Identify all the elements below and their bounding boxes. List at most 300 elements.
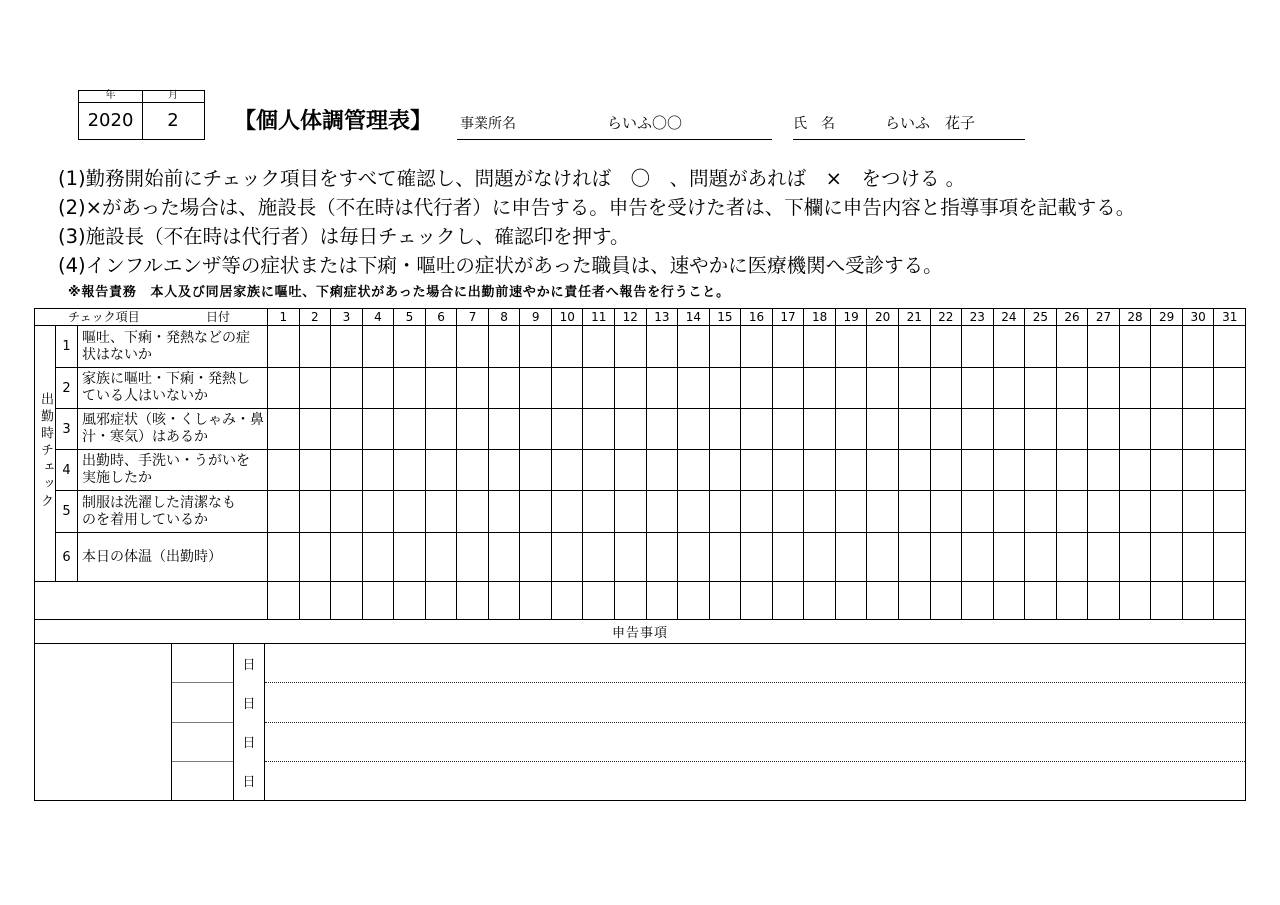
day-cell <box>520 533 552 582</box>
day-cell <box>835 533 867 582</box>
day-cell <box>1151 533 1183 582</box>
day-cell <box>993 326 1025 368</box>
day-cell <box>583 491 615 533</box>
day-cell <box>520 326 552 368</box>
day-cell <box>583 582 615 620</box>
day-header-cell: 25 <box>1025 309 1057 326</box>
day-cell <box>425 326 457 368</box>
day-cell <box>425 582 457 620</box>
day-cell <box>488 326 520 368</box>
day-cell <box>993 491 1025 533</box>
check-item-text-line: 本日の体温（出勤時） <box>82 548 222 565</box>
day-header-cell: 23 <box>962 309 994 326</box>
day-cell <box>425 491 457 533</box>
day-cell <box>331 450 363 491</box>
day-cell <box>615 368 647 409</box>
name-label: 氏 名 <box>793 116 835 132</box>
day-cell <box>551 368 583 409</box>
day-cell <box>678 491 710 533</box>
report-obligation-note: ※報告責務 本人及び同居家族に嘔吐、下痢症状があった場合に出勤前速やかに責任者へ報告を行うこと。 <box>68 285 730 300</box>
office-label: 事業所名 <box>460 116 516 132</box>
check-item-text <box>78 533 268 582</box>
day-cell <box>583 533 615 582</box>
day-cell <box>615 409 647 450</box>
day-cell <box>1088 582 1120 620</box>
day-cell <box>331 409 363 450</box>
day-cell <box>488 491 520 533</box>
day-header-cell: 28 <box>1119 309 1151 326</box>
day-header-cell: 17 <box>772 309 804 326</box>
day-cell <box>646 491 678 533</box>
report-entry-line <box>265 723 1245 762</box>
day-cell <box>331 491 363 533</box>
report-sub-cell <box>172 644 233 683</box>
check-item-number: 2 <box>56 368 78 409</box>
day-cell <box>394 450 426 491</box>
day-cell <box>1214 450 1246 491</box>
day-cell <box>1056 450 1088 491</box>
day-cell <box>835 450 867 491</box>
report-title: 申告事項 <box>35 620 1246 644</box>
date-header: 日付 <box>206 309 231 324</box>
day-cell <box>394 368 426 409</box>
day-cell <box>709 533 741 582</box>
day-cell <box>551 450 583 491</box>
day-cell <box>1182 582 1214 620</box>
day-cell <box>394 409 426 450</box>
day-header-cell: 5 <box>394 309 426 326</box>
day-cell <box>898 533 930 582</box>
instruction-line: (2)×があった場合は、施設長（不在時は代行者）に申告する。申告を受けた者は、下欄に申告内容と指導事項を記載する。 <box>58 196 1136 219</box>
day-cell <box>362 326 394 368</box>
report-reporter-cell <box>35 644 172 800</box>
day-cell <box>551 409 583 450</box>
day-cell <box>835 368 867 409</box>
day-cell <box>1025 582 1057 620</box>
day-header-cell: 2 <box>299 309 331 326</box>
day-cell <box>1182 450 1214 491</box>
year-month-box <box>78 90 205 140</box>
day-cell <box>804 582 836 620</box>
day-cell <box>1119 491 1151 533</box>
day-cell <box>1025 368 1057 409</box>
day-cell <box>457 326 489 368</box>
day-cell <box>268 450 300 491</box>
day-cell <box>331 582 363 620</box>
day-cell <box>1025 450 1057 491</box>
day-cell <box>898 450 930 491</box>
check-item-text-line: 制服は洗濯した清潔なも <box>82 494 236 511</box>
day-cell <box>993 582 1025 620</box>
day-cell <box>425 450 457 491</box>
day-cell <box>268 491 300 533</box>
day-cell <box>898 582 930 620</box>
day-cell <box>867 491 899 533</box>
table-header-left-cell <box>35 309 268 326</box>
day-cell <box>993 368 1025 409</box>
day-cell <box>457 491 489 533</box>
day-cell <box>1088 326 1120 368</box>
check-item-row <box>35 409 1246 450</box>
table-header-row <box>35 309 1246 326</box>
day-cell <box>520 368 552 409</box>
day-header-cell: 21 <box>898 309 930 326</box>
day-cell <box>646 368 678 409</box>
day-cell <box>867 326 899 368</box>
day-cell <box>331 326 363 368</box>
day-cell <box>457 409 489 450</box>
day-cell <box>741 368 773 409</box>
day-cell <box>1056 326 1088 368</box>
day-cell <box>615 582 647 620</box>
day-cell <box>1119 409 1151 450</box>
day-cell <box>457 582 489 620</box>
day-cell <box>1119 450 1151 491</box>
day-cell <box>1151 491 1183 533</box>
day-cell <box>741 326 773 368</box>
day-cell <box>930 326 962 368</box>
day-cell <box>1151 582 1183 620</box>
day-cell <box>488 450 520 491</box>
day-cell <box>898 409 930 450</box>
check-item-text-line: 実施したか <box>82 470 152 486</box>
day-cell <box>835 326 867 368</box>
day-cell <box>551 326 583 368</box>
day-cell <box>962 582 994 620</box>
day-cell <box>772 582 804 620</box>
check-item-text <box>78 368 268 409</box>
day-cell <box>772 533 804 582</box>
check-item-row <box>35 450 1246 491</box>
day-cell <box>993 533 1025 582</box>
day-cell <box>583 450 615 491</box>
check-item-text <box>78 326 268 368</box>
day-cell <box>1088 450 1120 491</box>
day-cell <box>1214 533 1246 582</box>
day-cell <box>962 368 994 409</box>
day-cell <box>299 491 331 533</box>
report-body-cell <box>35 644 1246 801</box>
day-cell <box>1182 326 1214 368</box>
day-cell <box>646 533 678 582</box>
month-value: 2 <box>167 110 179 131</box>
day-header-cell: 13 <box>646 309 678 326</box>
day-cell <box>457 450 489 491</box>
report-entry-line <box>265 762 1245 800</box>
report-day-mark: 日 <box>242 736 256 751</box>
day-header-cell: 18 <box>804 309 836 326</box>
day-cell <box>1056 409 1088 450</box>
report-sub-cell <box>172 723 233 762</box>
day-cell <box>804 368 836 409</box>
day-cell <box>1182 533 1214 582</box>
day-cell <box>741 533 773 582</box>
report-day-mark: 日 <box>242 697 256 712</box>
day-cell <box>772 450 804 491</box>
day-cell <box>867 582 899 620</box>
check-item-number: 4 <box>56 450 78 491</box>
day-cell <box>457 368 489 409</box>
day-cell <box>835 409 867 450</box>
day-cell <box>299 582 331 620</box>
day-cell <box>615 533 647 582</box>
check-item-number: 1 <box>56 326 78 368</box>
day-cell <box>583 368 615 409</box>
day-cell <box>1025 409 1057 450</box>
day-header-cell: 1 <box>268 309 300 326</box>
day-cell <box>804 326 836 368</box>
instruction-line: (4)インフルエンザ等の症状または下痢・嘔吐の症状があった職員は、速やかに医療機関へ受診する。 <box>58 254 943 277</box>
check-item-text-line: 家族に嘔吐・下痢・発熱し <box>82 371 250 387</box>
day-cell <box>268 533 300 582</box>
day-cell <box>520 450 552 491</box>
day-cell <box>268 582 300 620</box>
day-cell <box>1119 326 1151 368</box>
day-cell <box>1088 491 1120 533</box>
day-cell <box>772 491 804 533</box>
day-cell <box>299 326 331 368</box>
check-item-number: 6 <box>56 533 78 582</box>
day-cell <box>993 409 1025 450</box>
day-cell <box>551 491 583 533</box>
day-cell <box>709 491 741 533</box>
day-header-cell: 16 <box>741 309 773 326</box>
day-cell <box>1151 409 1183 450</box>
report-entry-line <box>265 683 1245 722</box>
day-cell <box>709 582 741 620</box>
day-cell <box>1025 533 1057 582</box>
day-cell <box>488 582 520 620</box>
day-cell <box>741 409 773 450</box>
day-cell <box>741 582 773 620</box>
day-cell <box>425 368 457 409</box>
day-cell <box>520 491 552 533</box>
day-cell <box>394 326 426 368</box>
check-item-row <box>35 326 1246 368</box>
year-value: 2020 <box>87 110 134 131</box>
day-cell <box>1088 533 1120 582</box>
check-item-text-line: 汁・寒気）はあるか <box>82 429 208 445</box>
day-cell <box>709 450 741 491</box>
day-cell <box>678 582 710 620</box>
day-cell <box>362 491 394 533</box>
day-cell <box>678 409 710 450</box>
day-cell <box>804 533 836 582</box>
day-cell <box>898 368 930 409</box>
report-sub-column <box>172 644 234 800</box>
day-cell <box>615 450 647 491</box>
day-cell <box>394 533 426 582</box>
day-cell <box>646 409 678 450</box>
check-item-number: 5 <box>56 491 78 533</box>
office-value: らいふ〇〇 <box>607 114 683 132</box>
report-entry-line <box>265 644 1245 683</box>
blank-row-label-cell <box>35 582 268 620</box>
day-cell <box>268 368 300 409</box>
day-header-cell: 26 <box>1056 309 1088 326</box>
report-day-mark: 日 <box>242 775 256 790</box>
check-item-text <box>78 450 268 491</box>
day-cell <box>646 326 678 368</box>
report-section <box>35 620 1246 801</box>
day-cell <box>1182 368 1214 409</box>
day-cell <box>1025 326 1057 368</box>
day-cell <box>268 409 300 450</box>
check-item-text-line: 嘔吐、下痢・発熱などの症 <box>82 329 250 346</box>
day-cell <box>362 409 394 450</box>
day-cell <box>362 368 394 409</box>
day-cell <box>867 533 899 582</box>
day-cell <box>299 533 331 582</box>
report-title-row <box>35 620 1246 644</box>
section-label: 出勤時チェック <box>38 392 53 511</box>
day-header-cell: 9 <box>520 309 552 326</box>
day-cell <box>1151 450 1183 491</box>
day-cell <box>709 326 741 368</box>
day-cell <box>362 450 394 491</box>
report-content-column <box>265 644 1245 800</box>
day-cell <box>709 368 741 409</box>
day-cell <box>741 450 773 491</box>
day-cell <box>394 582 426 620</box>
day-cell <box>1056 368 1088 409</box>
year-label: 年 <box>105 90 116 101</box>
day-cell <box>615 491 647 533</box>
day-cell <box>1214 368 1246 409</box>
day-cell <box>867 409 899 450</box>
check-item-row <box>35 533 1246 582</box>
day-header-cell: 19 <box>835 309 867 326</box>
day-cell <box>1214 582 1246 620</box>
day-header-cell: 12 <box>615 309 647 326</box>
day-cell <box>583 409 615 450</box>
name-value: らいふ 花子 <box>885 114 976 132</box>
blank-row <box>35 582 1246 620</box>
day-cell <box>551 533 583 582</box>
day-cell <box>962 533 994 582</box>
day-cell <box>930 582 962 620</box>
instructions <box>58 164 1135 280</box>
day-cell <box>962 409 994 450</box>
day-cell <box>646 450 678 491</box>
report-body-row <box>35 644 1246 801</box>
day-cell <box>1182 409 1214 450</box>
check-item-text-line: 状はないか <box>82 346 152 363</box>
day-header-cell: 27 <box>1088 309 1120 326</box>
day-cell <box>551 582 583 620</box>
day-cell <box>331 368 363 409</box>
day-header-cell: 15 <box>709 309 741 326</box>
day-header-cell: 11 <box>583 309 615 326</box>
day-cell <box>678 533 710 582</box>
day-cell <box>299 450 331 491</box>
day-cell <box>678 450 710 491</box>
day-cell <box>1025 491 1057 533</box>
day-cell <box>678 326 710 368</box>
day-header-cell: 22 <box>930 309 962 326</box>
day-cell <box>930 533 962 582</box>
check-item-row <box>35 491 1246 533</box>
day-cell <box>993 450 1025 491</box>
day-cell <box>930 450 962 491</box>
day-header-cell: 31 <box>1214 309 1246 326</box>
day-cell <box>1182 491 1214 533</box>
day-cell <box>425 533 457 582</box>
check-item-text-line: 風邪症状（咳・くしゃみ・鼻 <box>82 412 264 428</box>
day-header-cell: 6 <box>425 309 457 326</box>
day-cell <box>331 533 363 582</box>
report-day-column <box>234 644 265 800</box>
day-cell <box>1214 409 1246 450</box>
day-cell <box>394 491 426 533</box>
day-cell <box>835 491 867 533</box>
day-header-cell: 29 <box>1151 309 1183 326</box>
day-cell <box>520 582 552 620</box>
day-cell <box>299 368 331 409</box>
report-grid <box>35 644 1245 800</box>
day-cell <box>488 409 520 450</box>
name-underline <box>793 139 1025 140</box>
day-cell <box>835 582 867 620</box>
day-cell <box>772 409 804 450</box>
day-cell <box>583 326 615 368</box>
day-header-cell: 7 <box>457 309 489 326</box>
day-cell <box>930 368 962 409</box>
day-cell <box>425 409 457 450</box>
day-cell <box>520 409 552 450</box>
day-cell <box>1088 409 1120 450</box>
day-cell <box>1119 582 1151 620</box>
day-cell <box>1056 582 1088 620</box>
check-items-header: チェック項目 <box>68 309 140 324</box>
day-header-cell: 24 <box>993 309 1025 326</box>
report-sub-cell <box>172 762 233 800</box>
day-cell <box>804 409 836 450</box>
day-cell <box>1119 368 1151 409</box>
section-label-cell <box>35 326 56 582</box>
instruction-line: (3)施設長（不在時は代行者）は毎日チェックし、確認印を押す。 <box>58 225 630 248</box>
check-item-text-line: ている人はいないか <box>82 388 208 404</box>
month-label: 月 <box>168 90 178 101</box>
day-cell <box>930 409 962 450</box>
day-cell <box>867 450 899 491</box>
day-cell <box>1119 533 1151 582</box>
day-cell <box>1214 491 1246 533</box>
day-cell <box>299 409 331 450</box>
day-cell <box>930 491 962 533</box>
day-cell <box>741 491 773 533</box>
table-header-left-inner <box>35 310 267 325</box>
report-sub-cell <box>172 683 233 722</box>
day-cell <box>804 491 836 533</box>
day-header-cell: 8 <box>488 309 520 326</box>
day-header-cell: 14 <box>678 309 710 326</box>
day-cell <box>615 326 647 368</box>
day-cell <box>1056 491 1088 533</box>
day-cell <box>1151 326 1183 368</box>
day-cell <box>772 368 804 409</box>
check-item-text-line: のを着用しているか <box>82 511 208 528</box>
day-cell <box>646 582 678 620</box>
day-cell <box>362 533 394 582</box>
day-header-cell: 4 <box>362 309 394 326</box>
day-cell <box>1088 368 1120 409</box>
day-cell <box>804 450 836 491</box>
day-cell <box>867 368 899 409</box>
day-header-cell: 20 <box>867 309 899 326</box>
day-cell <box>268 326 300 368</box>
day-cell <box>962 450 994 491</box>
